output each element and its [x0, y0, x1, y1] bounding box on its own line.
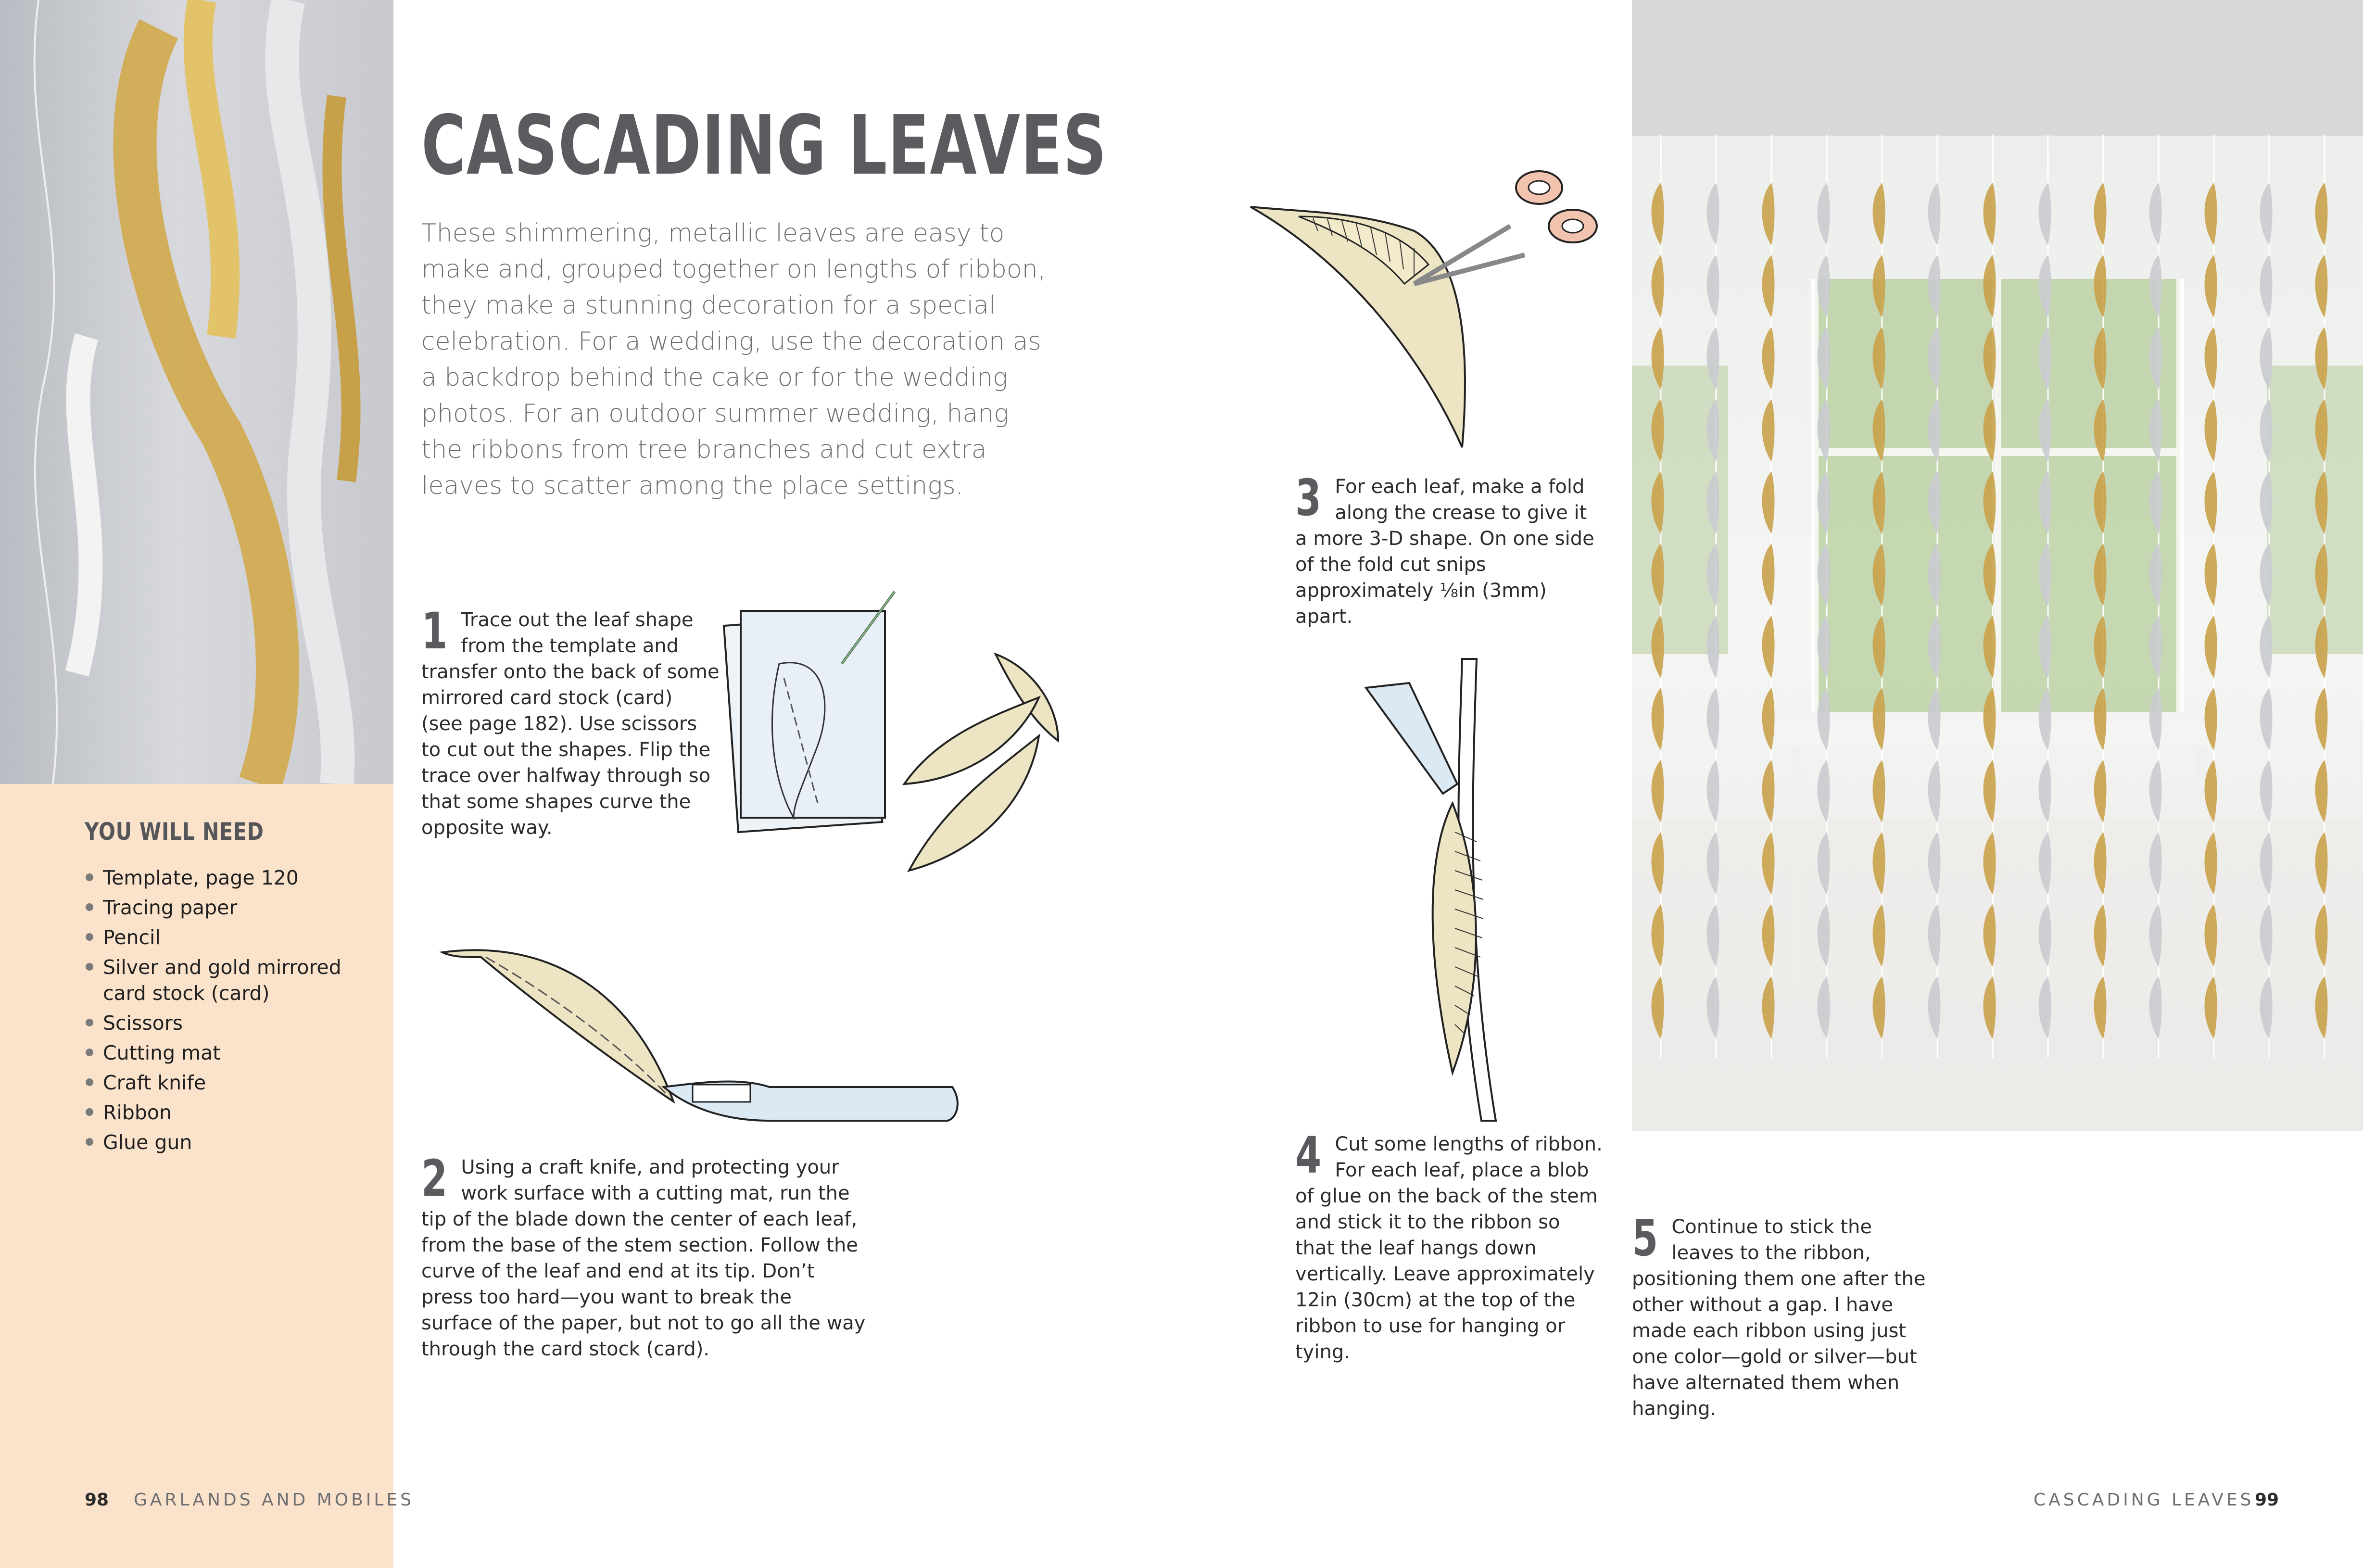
hanging-leaf	[1873, 183, 1885, 245]
list-item: Tracing paper	[85, 895, 373, 921]
step2-illustration	[433, 928, 962, 1130]
hanging-leaf	[2205, 399, 2217, 462]
hanging-leaf	[1652, 688, 1664, 750]
step-number: 1	[421, 602, 448, 660]
hanging-leaf	[2205, 616, 2217, 678]
page-title: CASCADING LEAVES	[421, 98, 1108, 193]
left-leaves-photo	[0, 0, 393, 784]
left-photo-illustration	[0, 0, 393, 784]
step-2	[421, 1149, 869, 1362]
bullet-icon	[86, 933, 93, 941]
step-text: Cut some lengths of ribbon. For each leaf, place a blob of glue on the back of the stem and stick it to the ribbon so that the leaf hangs down vertically. Leave approximately 12in (30cm) at the top of the ribbon to use for hanging or tying.	[1295, 1133, 1603, 1363]
hanging-leaf	[2260, 399, 2273, 462]
step-4	[1295, 1126, 1603, 1365]
right-footer-section: CASCADING LEAVES	[2034, 1490, 2254, 1510]
hanging-leaf	[2205, 760, 2217, 822]
hanging-leaf	[2149, 760, 2162, 822]
step-text: Continue to stick the leaves to the ribbon, positioning them one after the other without a gap. I have made each ribbon using just one color—gold or silver—but have alternated them when hanging.	[1632, 1216, 1926, 1420]
step4-illustration	[1356, 659, 1529, 1121]
hanging-leaf	[1707, 760, 1719, 822]
hanging-leaf	[2260, 688, 2273, 750]
hanging-leaf	[1762, 255, 1775, 317]
materials-list	[85, 865, 373, 1159]
bullet-icon	[86, 1138, 93, 1146]
hanging-leaf	[2149, 183, 2162, 245]
hanging-leaf	[1762, 760, 1775, 822]
hanging-leaf	[2315, 183, 2328, 245]
hanging-leaf	[2315, 255, 2328, 317]
list-item: Silver and gold mirrored card stock (card)	[85, 954, 373, 1006]
hanging-leaf	[2260, 183, 2273, 245]
bullet-icon	[86, 963, 93, 971]
hanging-leaf	[2260, 327, 2273, 390]
hanging-leaf	[1928, 183, 1941, 245]
hanging-leaf	[1762, 471, 1775, 534]
hanging-leaf	[1762, 399, 1775, 462]
hanging-leaf	[2260, 471, 2273, 534]
step-text: For each leaf, make a fold along the crease to give it a more 3-D shape. On one side of the fold cut snips approximately ⅛in (3mm) apart.	[1295, 476, 1594, 628]
hanging-leaf	[1928, 760, 1941, 822]
hanging-leaf	[2094, 760, 2107, 822]
hanging-leaf	[1873, 760, 1885, 822]
hanging-leaf	[1762, 183, 1775, 245]
hanging-leaf	[1762, 688, 1775, 750]
hanging-leaf	[2039, 760, 2051, 822]
bullet-icon	[86, 873, 93, 881]
step-1	[421, 602, 720, 841]
list-item: Cutting mat	[85, 1040, 373, 1066]
hanging-leaf	[2315, 760, 2328, 822]
left-footer-section: GARLANDS AND MOBILES	[134, 1490, 415, 1510]
list-item: Template, page 120	[85, 865, 373, 891]
hanging-leaf	[2315, 688, 2328, 750]
hanging-leaf	[1762, 544, 1775, 606]
hanging-leaf	[1818, 183, 1830, 245]
left-page-number: 98	[85, 1490, 109, 1510]
right-page-number: 99	[2255, 1490, 2279, 1510]
list-item: Scissors	[85, 1010, 373, 1036]
hanging-leaf	[1707, 688, 1719, 750]
hanging-leaf	[1707, 183, 1719, 245]
hanging-leaf	[1984, 760, 1996, 822]
bullet-icon	[86, 1078, 93, 1086]
step-number: 2	[421, 1149, 448, 1208]
hanging-leaf	[1652, 760, 1664, 822]
hanging-leaf	[1707, 255, 1719, 317]
hanging-leaf	[2260, 616, 2273, 678]
list-item: Glue gun	[85, 1129, 373, 1155]
hanging-leaf	[2205, 327, 2217, 390]
hanging-leaf	[1652, 183, 1664, 245]
step1-illustration	[721, 582, 1106, 890]
hanging-leaf	[1652, 255, 1664, 317]
right-leaves-photo	[1632, 0, 2363, 1131]
step-number: 3	[1295, 468, 1322, 527]
hanging-leaf	[1762, 616, 1775, 678]
hanging-leaf	[2260, 760, 2273, 822]
right-photo-illustration	[1632, 0, 2363, 1131]
step-text: Trace out the leaf shape from the template and transfer onto the back of some mirrored card stock (card) (see page 182). Use scissors to cut out the shapes. Flip the trace over halfway through so that some shapes curve the opposite way.	[421, 609, 720, 839]
hanging-leaf	[1818, 760, 1830, 822]
hanging-leaf	[2094, 183, 2107, 245]
hanging-leaf	[1762, 327, 1775, 390]
hanging-leaf	[2260, 544, 2273, 606]
list-item: Ribbon	[85, 1100, 373, 1125]
step-5	[1632, 1209, 1940, 1422]
intro-paragraph: These shimmering, metallic leaves are easy to make and, grouped together on lengths of ribbon, they make a stunning decoration for a special celebration. For a wedding, use the decoration as a backdrop behind the cake or for the wedding photos. For an outdoor summer wedding, hang the ribbons from tree branches and cut extra leaves to scatter among the place settings.	[421, 219, 1046, 500]
bullet-icon	[86, 1049, 93, 1056]
hanging-leaf	[2205, 255, 2217, 317]
hanging-leaf	[2205, 544, 2217, 606]
materials-heading: YOU WILL NEED	[85, 818, 264, 846]
step-3	[1295, 468, 1603, 630]
bullet-icon	[86, 903, 93, 911]
hanging-leaf	[2205, 471, 2217, 534]
step3-illustration	[1241, 159, 1616, 457]
hanging-leaf	[2205, 183, 2217, 245]
step-text: Using a craft knife, and protecting your work surface with a cutting mat, run the tip of the blade down the center of each leaf, from the base of the stem section. Follow the curve of the leaf and end at its tip. Don’t press too hard—you want to break the surface of the paper, but not to go all the way through the card stock (card).	[421, 1156, 866, 1360]
step-number: 5	[1632, 1209, 1658, 1267]
bullet-icon	[86, 1019, 93, 1026]
bullet-icon	[86, 1108, 93, 1116]
hanging-leaf	[2260, 255, 2273, 317]
step-number: 4	[1295, 1126, 1322, 1185]
list-item: Pencil	[85, 924, 373, 950]
hanging-leaf	[1984, 183, 1996, 245]
list-item: Craft knife	[85, 1070, 373, 1096]
hanging-leaf	[2039, 183, 2051, 245]
